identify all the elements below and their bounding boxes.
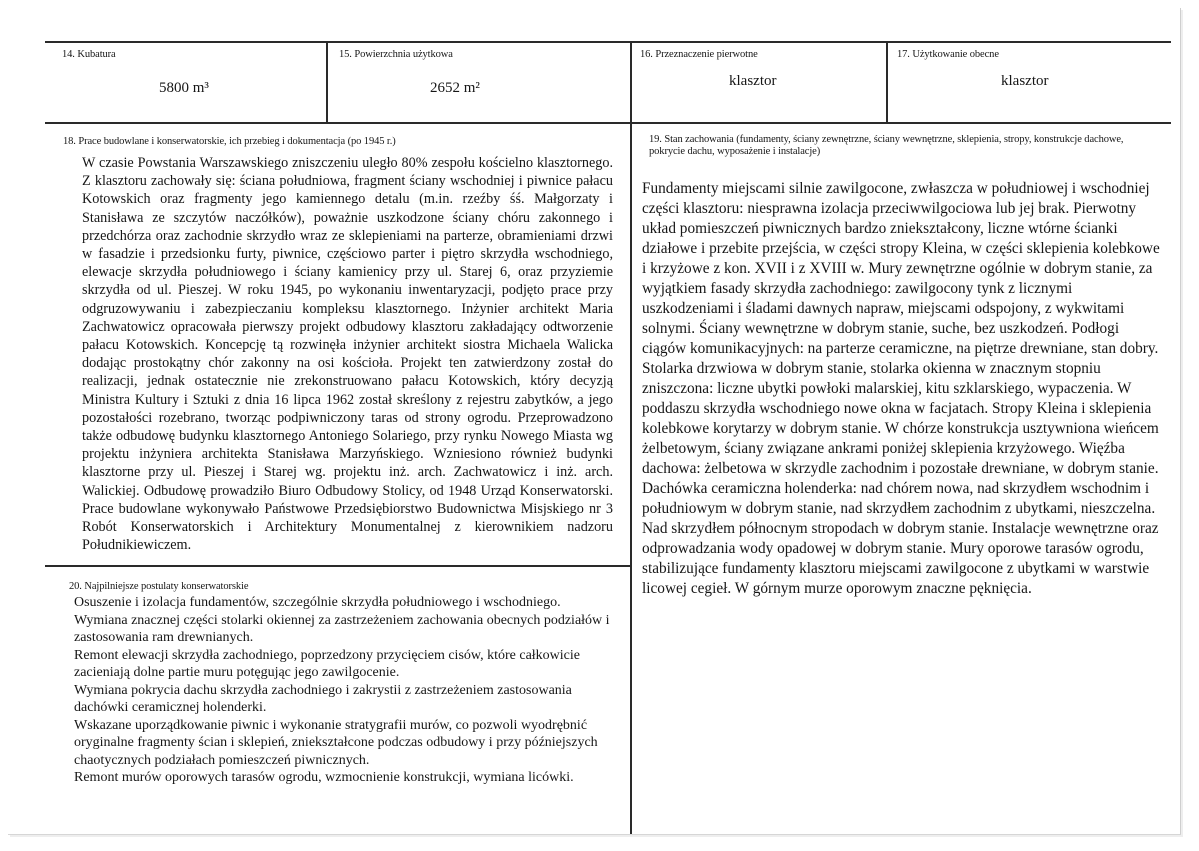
section18-label: 18. Prace budowlane i konserwatorskie, ich przebieg i dokumentacja (po 1945 r.): [63, 136, 396, 147]
list-item: Remont murów oporowych tarasów ogrodu, wzmocnienie konstrukcji, wymiana licówki.: [74, 770, 574, 785]
list-item: Wymiana znacznej części stolarki okiennej za zastrzeżeniem zachowania obecnych podziałów i zastosowania ram drewnianych.: [74, 612, 610, 645]
field-przeznaczenie-label: 16. Przeznaczenie pierwotne: [640, 49, 758, 60]
field-przeznaczenie-value: klasztor: [729, 73, 777, 89]
section19-label: 19. Stan zachowania (fundamenty, ściany zewnętrzne, ściany wewnętrzne, sklepienia, stropy, konstrukcje dachowe, pokrycie dachu, wyposażenie i instalacje): [649, 134, 1124, 157]
form-sheet: [8, 8, 1181, 835]
center-divider: [630, 41, 632, 834]
section19-text: Fundamenty miejscami silnie zawilgocone, zwłaszcza w południowej i wschodniej części klasztoru: niesprawna izolacja przeciwwilgociowa lub jej brak. Pierwotny układ pomieszczeń piwnicznych bardzo zniekształcony, liczne wtórne ścianki działowe i przebite przejścia, w części stropy Kleina, w części sklepienia kolebkowe i krzyżowe z kon. XVII i z XVIII w. Mury zewnętrzne ogólnie w dobrym stanie, za wyjątkiem fasady skrzydła zachodniego: zawilgocony tynk z licznymi uszkodzeniami i śladami dawnych napraw, miejscami odspojony, z wykwitami solnymi. Ściany wewnętrzne w dobrym stanie, suche, bez uszkodzeń. Podłogi ciągów komunikacyjnych: na parterze ceramiczne, na piętrze drewniane, stan dobry. Stolarka drzwiowa w dobrym stanie, stolarka okienna w znacznym stopniu zniszczona: liczne ubytki powłoki malarskiej, kitu szklarskiego, wypaczenia. W poddaszu skrzydła wschodniego nowe okna w facjatach. Stropy Kleina i sklepienia kolebkowe korytarzy w dobrym stanie. W chórze konstrukcja usztywniona wieńcem żelbetowym, ściany związane ankrami poniżej sklepienia krzyżowego. Więźba dachowa: żelbetowa w skrzydle zachodnim i pozostałe drewniane, w dobrym stanie. Dachówka ceramiczna holenderka: nad chórem nowa, nad skrzydłem wschodnim i południowym w dobrym stanie, nad skrzydłem zachodnim z ubytkami, nieszczelna. Nad skrzydłem północnym stropodach w dobrym stanie. Instalacje wewnętrzne oraz odprowadzania wody opadowej w dobrym stanie. Mury oporowe tarasów ogrodu, stabilizujące fundamenty klasztoru miejscami zawilgocone z ubytkami w warstwie licowej cegieł. W górnym murze oporowym znaczne pęknięcia.: [642, 180, 1160, 597]
field-kubatura: [45, 42, 326, 122]
list-item: Remont elewacji skrzydła zachodniego, poprzedzony przycięciem cisów, które całkowicie zacieniają dolne partie muru potęgując jego zawilgocenie.: [74, 647, 580, 680]
section18-paragraph: W czasie Powstania Warszawskiego zniszczeniu uległo 80% zespołu kościelno klasztornego. Z klasztoru zachowały się: ściana południowa, fragment ściany wschodniej i piwnice pałacu Kotowskich oraz fragmenty jego kamiennego detalu (m.in. rzeźby śś. Małgorzaty i Stanisława ze szczytów naczółków), poważnie uszkodzone ściany chóru zakonnego i przedchórza oraz zachodnie skrzydło wraz ze sklepieniami na parterze, obramieniami drzwi w fasadzie i przedsionku furty, piwnice, częściowo parter i piętro skrzydła wschodniego, elewacje skrzydła południowego i ściany kamienicy przy ul. Starej 6, oraz przyziemie skrzydła od ul. Pieszej. W roku 1945, po wykonaniu inwentaryzacji, podjęto prace przy odgruzowywaniu i zabezpieczaniu kompleksu klasztornego. Inżynier architekt Maria Zachwatowicz opracowała pierwszy projekt odbudowy klasztoru zakładający odtworzenie pałacu Kotowskich. Koncepcję tą rozwinęła inżynier architekt siostra Michaela Walicka dodając prostokątny chór zakonny na osi kościoła. Projekt ten zatwierdzony został do realizacji, jednak ostatecznie nie zrekonstruowano pałacu Kotowskich, który decyzją Ministra Kultury i Sztuki z dnia 16 lipca 1962 został skreślony z rejestru zabytków, a jego pozostałości rozebrano, tworząc podpiwniczony taras od strony ogrodu. Przeprowadzono także odbudowę budynku klasztornego Antoniego Solariego, przy rynku Nowego Miasta wg projektu inżyniera architekta Stanisława Marzyńskiego. Wzniesiono również budynki klasztorne przy ul. Pieszej i Starej wg. projektu inż. arch. Zachwatowicz i inż. arch. Walickiej. Odbudowę prowadziło Biuro Odbudowy Stolicy, od 1948 Urząd Konserwatorski. Prace budowlane wykonywało Państwowe Przedsiębiorstwo Budownictwa Misjskiego nr 3 Robót Konserwatorskich i Architektury Monumentalnej z kierownikiem nadzoru Południkiewiczem.: [82, 155, 613, 554]
field-kubatura-label: 14. Kubatura: [62, 49, 116, 60]
field-uzytkowanie: [888, 42, 1171, 122]
section20-label: 20. Najpilniejsze postulaty konserwatorskie: [69, 581, 249, 592]
field-powierzchnia-value: 2652 m²: [430, 80, 480, 96]
field-powierzchnia: [328, 42, 630, 122]
field-powierzchnia-label: 15. Powierzchnia użytkowa: [339, 49, 453, 60]
list-item: Wskazane uporządkowanie piwnic i wykonanie stratygrafii murów, co pozwoli wyodrębnić oryginalne fragmenty ścian i sklepień, zniekształcone podczas odbudowy i przy późniejszych chaotycznych podziałach pomieszczeń piwnicznych.: [74, 717, 598, 768]
section18-text: [82, 154, 613, 554]
section18-bottom-line: [45, 565, 631, 567]
list-item: Wymiana pokrycia dachu skrzydła zachodniego i zakrystii z zastrzeżeniem zastosowania dachówki ceramicznej holenderki.: [74, 682, 572, 715]
row1-bottom-line: [45, 122, 1171, 124]
field-kubatura-value: 5800 m³: [159, 80, 209, 96]
field-przeznaczenie: [632, 42, 886, 122]
section20-list: [74, 594, 624, 787]
field-uzytkowanie-value: klasztor: [1001, 73, 1049, 89]
list-item: Osuszenie i izolacja fundamentów, szczególnie skrzydła południowego i wschodniego.: [74, 595, 561, 610]
field-uzytkowanie-label: 17. Użytkowanie obecne: [897, 49, 999, 60]
